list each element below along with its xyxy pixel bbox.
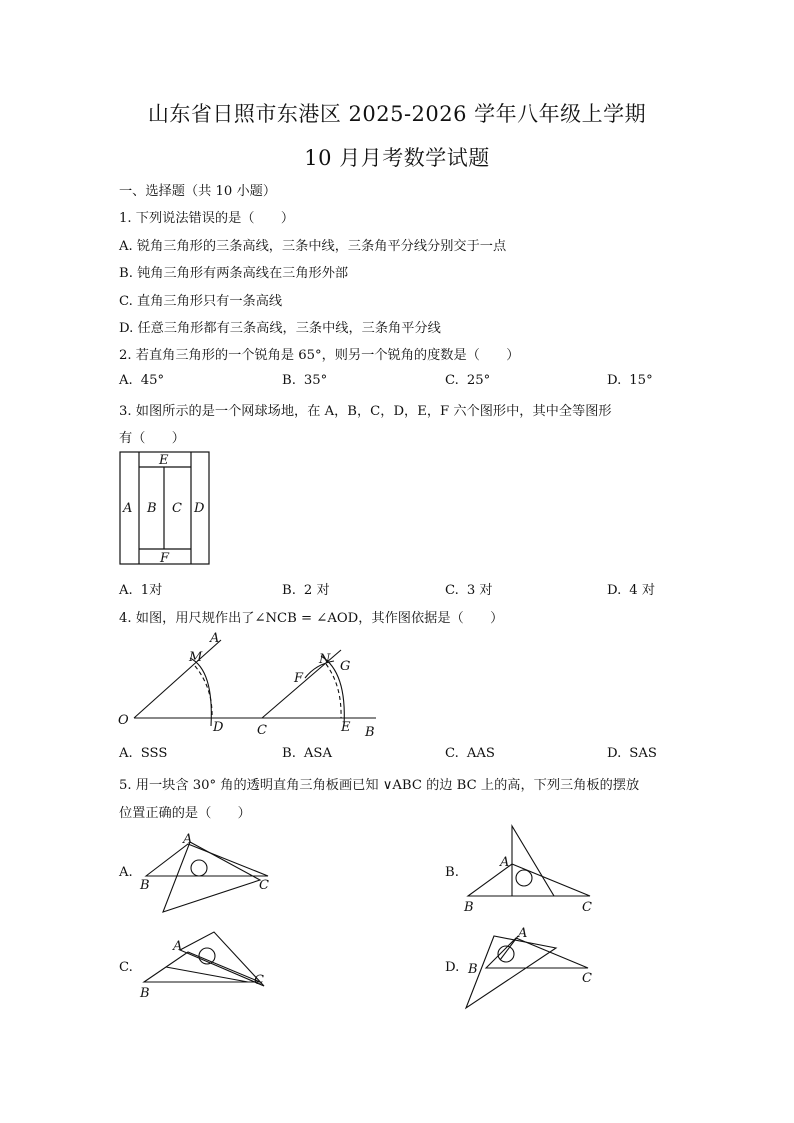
q2-stem: 2. 若直角三角形的一个锐角是 65°，则另一个锐角的度数是（ ） [119, 348, 520, 363]
exam-title-line2: 10 月月考数学试题 [304, 146, 490, 170]
ray-oa [134, 640, 221, 718]
q5-figure-d [460, 922, 610, 1010]
q1-option-c: C. 直角三角形只有一条高线 [119, 294, 283, 309]
label-b: B [140, 878, 150, 893]
q2-option-c: C. 25° [445, 373, 491, 388]
label-a: A [210, 631, 220, 646]
q2-option-d: D. 15° [607, 373, 653, 388]
label-c: C [259, 878, 269, 893]
section-heading: 一、选择题（共 10 小题） [119, 184, 277, 199]
q5-option-b-letter: B. [445, 865, 459, 880]
label-b: B [464, 900, 474, 915]
angle-construction-figure [116, 628, 386, 740]
q5-figure-a [136, 828, 286, 918]
q1-option-a: A. 锐角三角形的三条高线，三条中线，三条角平分线分别交于一点 [119, 239, 507, 254]
dashed-arc-ne [326, 664, 341, 718]
label-o: O [118, 713, 129, 728]
label-c: C [582, 900, 592, 915]
q5-option-c-letter: C. [119, 960, 133, 975]
q4-option-b: B. ASA [282, 746, 332, 761]
triangle-abc [468, 864, 590, 896]
label-a: A [518, 926, 528, 941]
court-label-a: A [123, 501, 133, 516]
q3-option-c: C. 3 对 [445, 583, 493, 598]
q3-stem-line1: 3. 如图所示的是一个网球场地，在 A，B，C，D，E，F 六个图形中，其中全等图形 [119, 404, 612, 419]
q4-option-c: C. AAS [445, 746, 495, 761]
label-g: G [340, 659, 351, 674]
q3-option-a: A. 1对 [119, 583, 163, 598]
court-label-d: D [194, 501, 205, 516]
label-d: D [213, 720, 224, 735]
q4-option-d: D. SAS [607, 746, 657, 761]
label-c: C [257, 723, 267, 738]
q5-option-d-letter: D. [445, 960, 460, 975]
q3-stem-line2: 有（ ） [119, 431, 185, 446]
q4-option-a: A. SSS [119, 746, 168, 761]
court-label-b: B [147, 501, 157, 516]
q3-option-d: D. 4 对 [607, 583, 656, 598]
q3-option-b: B. 2 对 [282, 583, 330, 598]
arc-md [190, 658, 211, 726]
label-n: N [319, 652, 331, 667]
q2-option-a: A. 45° [119, 373, 165, 388]
tennis-court-figure [118, 450, 214, 566]
q4-stem: 4. 如图，用尺规作出了∠NCB = ∠AOD，其作图依据是（ ） [119, 611, 504, 626]
set-square [512, 826, 554, 896]
label-c: C [582, 971, 592, 986]
label-m: M [189, 650, 203, 665]
label-c: C [254, 973, 264, 988]
q5-stem-line1: 5. 用一块含 30° 角的透明直角三角板画已知 ∨ABC 的边 BC 上的高，下列三角板的摆放 [119, 778, 640, 793]
q1-option-d: D. 任意三角形都有三条高线，三条中线，三条角平分线 [119, 321, 441, 336]
label-a: A [500, 855, 510, 870]
q5-figure-b [460, 822, 610, 918]
triangle-abc [486, 938, 588, 968]
label-f: F [294, 671, 304, 686]
triangle-abc [146, 844, 268, 876]
q2-option-b: B. 35° [282, 373, 328, 388]
set-square [466, 936, 556, 1008]
q1-option-b: B. 钝角三角形有两条高线在三角形外部 [119, 266, 349, 281]
label-b: B [365, 725, 375, 740]
court-label-f: F [160, 551, 170, 566]
label-a: A [183, 832, 193, 847]
q5-figure-c [136, 922, 286, 1002]
triangle-abc [144, 952, 260, 982]
label-b: B [468, 962, 478, 977]
q1-stem: 1. 下列说法错误的是（ ） [119, 211, 295, 226]
court-label-e: E [159, 453, 169, 468]
label-a: A [173, 939, 183, 954]
exam-title-line1: 山东省日照市东港区 2025-2026 学年八年级上学期 [147, 102, 647, 126]
label-e: E [341, 720, 351, 735]
court-label-c: C [172, 501, 182, 516]
q5-option-a-letter: A. [119, 865, 133, 880]
label-b: B [140, 986, 150, 1001]
q5-stem-line2: 位置正确的是（ ） [119, 806, 251, 821]
